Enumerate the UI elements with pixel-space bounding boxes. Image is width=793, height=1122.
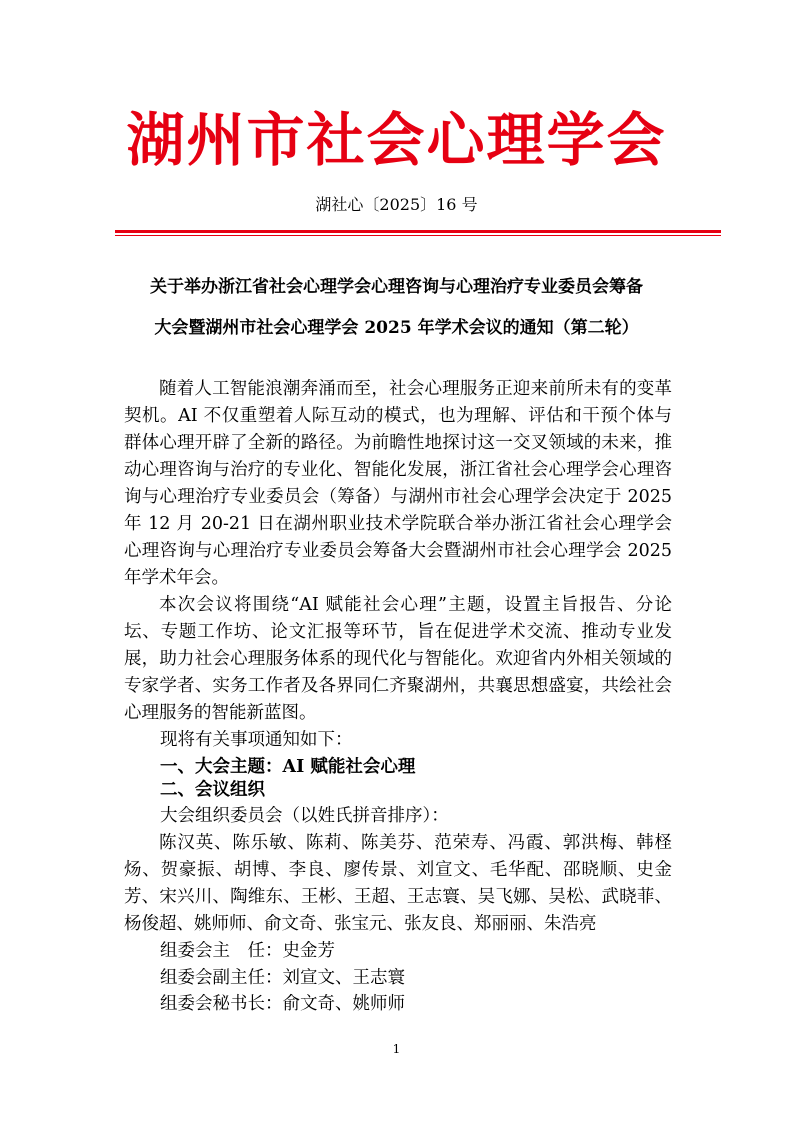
section-heading-organization: 二、会议组织 (160, 780, 265, 800)
committee-members-text: 陈汉英、陈乐敏、陈莉、陈美芬、范荣寿、冯霞、郭洪梅、韩柽炀、贺豪振、胡博、李良、廖传景、刘宣文、毛华配、邵晓顺、史金芳、宋兴川、陶维东、王彬、王超、王志寰、吴飞娜、吴松、武晓菲、杨俊超、姚师师、俞文奇、张宝元、张友良、郑丽丽、朱浩亮 (124, 833, 672, 934)
committee-chair: 组委会主 任：史金芳 (160, 941, 335, 961)
paragraph-1-text: 随着人工智能浪潮奔涌而至，社会心理服务正迎来前所未有的变革契机。AI 不仅重塑着人际互动的模式，也为理解、评估和干预个体与群体心理开辟了全新的路径。为前瞻性地探讨这一交叉领域的未来，推动心理咨询与治疗的专业化、智能化发展，浙江省社会心理学会心理咨询与心理治疗专业委员会（筹备）与湖州市社会心理学会决定于 2025 年 12 月 20-21 日在湖州职业技术学院联合举办浙江省社会心理学会心理咨询与心理治疗专业委员会筹备大会暨湖州市社会心理学会 2025 年学术年会。 (124, 379, 672, 588)
document-number: 湖社心〔2025〕16 号 (315, 195, 478, 214)
notice-title-line-2: 大会暨湖州市社会心理学会 2025 年学术会议的通知（第二轮） (154, 318, 639, 338)
notice-title-line-1: 关于举办浙江省社会心理学会心理咨询与心理治疗专业委员会筹备 (150, 277, 643, 297)
page-number: 1 (392, 1042, 401, 1056)
section-heading-theme: 一、大会主题：AI 赋能社会心理 (160, 757, 416, 777)
body-paragraph-1 (124, 376, 672, 592)
committee-secretary: 组委会秘书长：俞文奇、姚师师 (160, 994, 405, 1014)
committee-vice-chair: 组委会副主任：刘宣文、王志寰 (160, 968, 405, 988)
committee-members-list (124, 830, 672, 938)
red-divider-thick (115, 230, 721, 233)
red-divider-thin (115, 235, 721, 236)
body-paragraph-2 (124, 592, 672, 727)
paragraph-2-text: 本次会议将围绕“AI 赋能社会心理”主题，设置主旨报告、分论坛、专题工作坊、论文汇报等环节，旨在促进学术交流、推动专业发展，助力社会心理服务体系的现代化与智能化。欢迎省内外相关领域的专家学者、实务工作者及各界同仁齐聚湖州，共襄思想盛宴，共绘社会心理服务的智能新蓝图。 (124, 595, 672, 723)
organization-name-header: 湖州市社会心理学会 (126, 106, 667, 174)
committee-heading: 大会组织委员会（以姓氏拼音排序）： (160, 806, 449, 826)
intro-line: 现将有关事项通知如下： (160, 730, 353, 750)
